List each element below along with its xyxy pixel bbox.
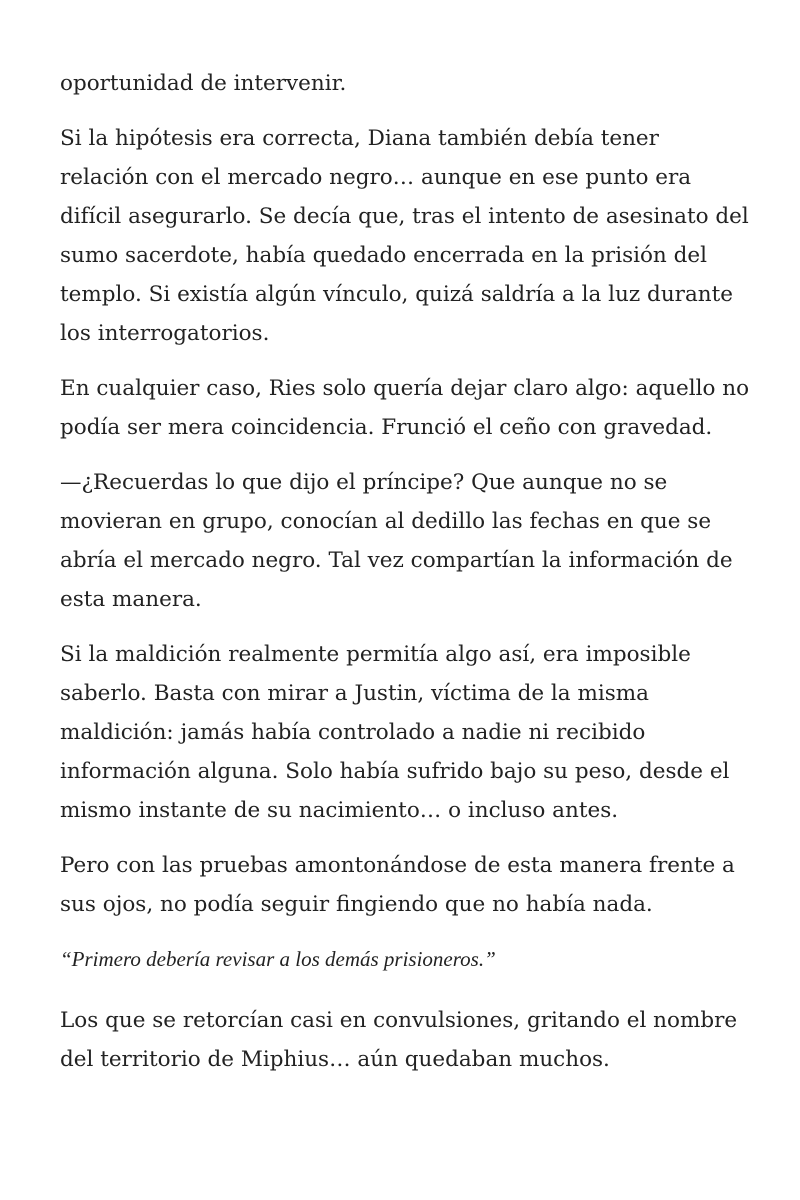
paragraph-8: Los que se retorcían casi en convulsiones, gritando el nombre del territorio de Miphius… aún quedaban muchos. xyxy=(60,1008,738,1072)
paragraph-2: Si la hipótesis era correcta, Diana también debía tener relación con el mercado negro… aunque en ese punto era difícil asegurarlo. Se decía que, tras el intento de asesinato del sumo sacerdote, había quedado encerrada en la prisión del templo. Si existía algún vínculo, quizá saldría a la luz durante los interrogatorios. xyxy=(60,126,749,346)
paragraph-7-inner-thought: “Primero debería revisar a los demás prisioneros.” xyxy=(60,947,496,971)
paragraph-3: En cualquier caso, Ries solo quería dejar claro algo: aquello no podía ser mera coincidencia. Frunció el ceño con gravedad. xyxy=(60,376,750,440)
paragraph-6: Pero con las pruebas amontonándose de esta manera frente a sus ojos, no podía seguir fingiendo que no había nada. xyxy=(60,853,735,917)
paragraph-5: Si la maldición realmente permitía algo así, era imposible saberlo. Basta con mirar a Justin, víctima de la misma maldición: jamás había controlado a nadie ni recibido información alguna. Solo había sufrido bajo su peso, desde el mismo instante de su nacimiento… o incluso antes. xyxy=(60,642,730,823)
paragraph-1: oportunidad de intervenir. xyxy=(60,71,347,96)
book-page xyxy=(60,64,750,1095)
paragraph-4-dialogue: —¿Recuerdas lo que dijo el príncipe? Que aunque no se movieran en grupo, conocían al dedillo las fechas en que se abría el mercado negro. Tal vez compartían la información de esta manera. xyxy=(60,470,733,612)
